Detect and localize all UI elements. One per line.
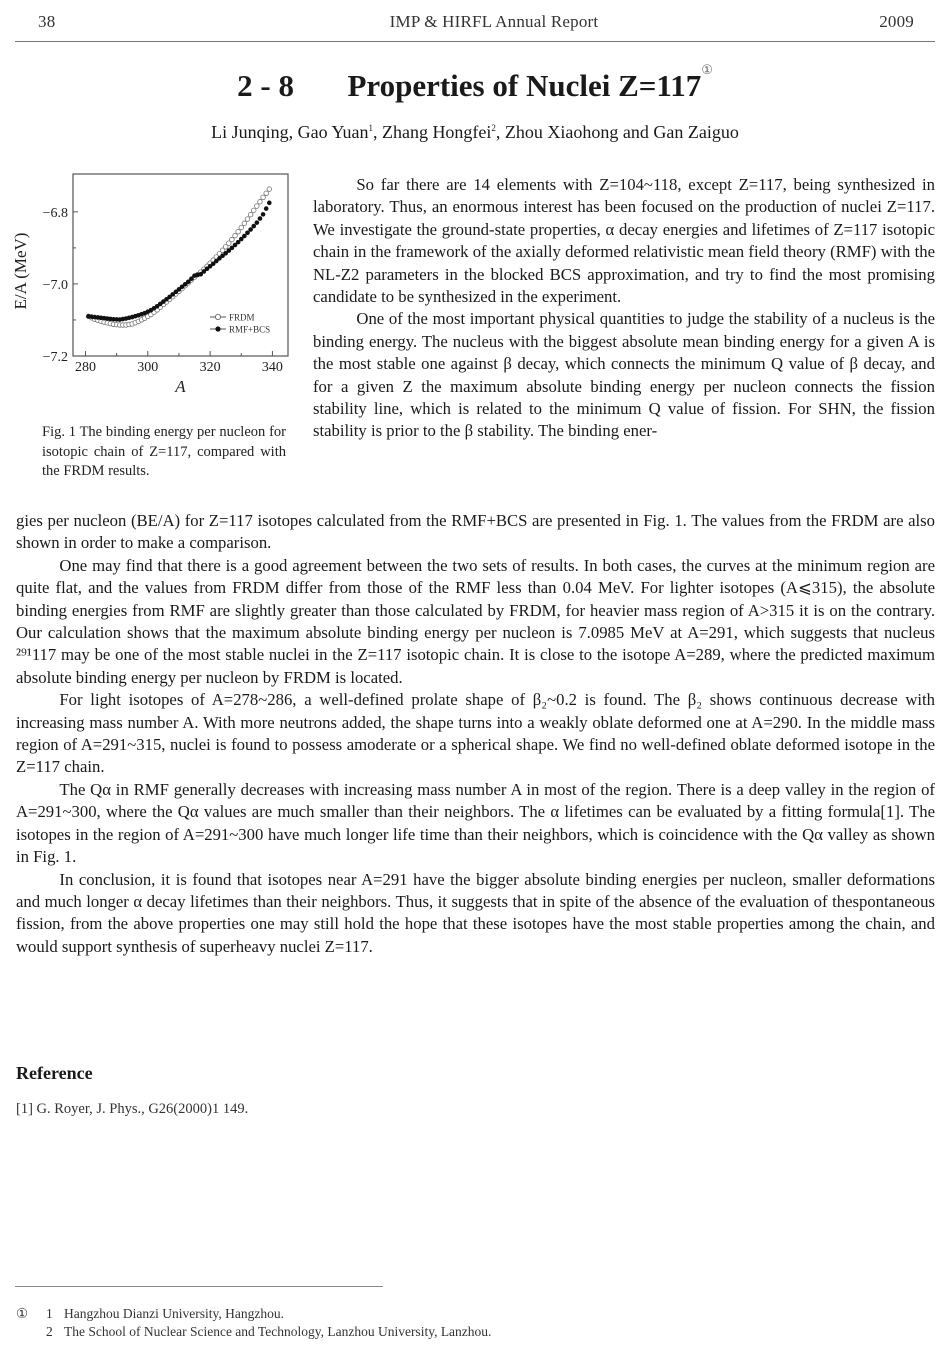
- author: Gao Yuan: [297, 122, 369, 142]
- legend-open-circle-icon: [215, 314, 220, 319]
- series-frdm: [86, 187, 271, 327]
- paragraph-q-alpha: The Qα in RMF generally decreases with increasing mass number A in most of the region. There is a deep valley in the region of A=291~300, where the Qα values are much smaller than their neighbors. The α lifetimes can be evaluated by a fitting formula[1]. The isotopes in the region of A=291~300 have much longer life time than their neighbors, which is coincidence with the Qα valley as shown in Fig. 1.: [16, 779, 935, 867]
- paragraph-comparison: One may find that there is a good agreement between the two sets of results. In both cases, the curves at the minimum region are quite flat, and the values from FRDM differ from those of the RMF less than 0.04 MeV. For lighter isotopes (A⩽315), the absolute binding energies from RMF are slightly greater than those calculated by FRDM, for heavier mass region of A>315 it is on the contrary. Our calculation shows that the maximum absolute binding energy per nucleon is 7.0985 MeV at A=291, which suggests that nucleus ²⁹¹117 may be one of the most stable nuclei in the Z=117 isotopic chain. It is close to the isotope A=289, where the predicted maximum absolute binding energy per nucleon by FRDM is located.: [16, 555, 935, 687]
- paragraph-deformation: For light isotopes of A=278~286, a well-defined prolate shape of β₂~0.2 is found. The β₂ shows continuous decrease with increasing mass number A. With more neutrons added, the shape turns into a weakly oblate deformed one at A=290. In the middle mass region of A=291~315, nuclei is found to possess amoderate or a spherical shape. We find no well-defined oblate deformed isotope in the Z=117 chain.: [16, 690, 935, 777]
- article-title: [0, 62, 950, 104]
- section-number: 2 - 8: [237, 68, 294, 103]
- paragraph-binding-energy-cont: gies per nucleon (BE/A) for Z=117 isotopes calculated from the RMF+BCS are presented in Fig. 1. The values from the FRDM are also shown in order to make a comparison.: [16, 511, 935, 553]
- paragraph-intro: So far there are 14 elements with Z=104~118, except Z=117, being synthesized in laboratory. Thus, an enormous interest has been focused on the production of nuclei Z=117. We investigate the ground-state properties, α decay energies and lifetimes of Z=117 isotopic chain in the framework of the axially deformed relativistic mean field theory (RMF) with the NL-Z2 parameters in the blocked BCS approximation, and try to find the most promising candidate to be synthesized in the experiment.: [313, 175, 935, 307]
- x-axis-label: A: [175, 377, 186, 396]
- y-axis-label: E/A (MeV): [11, 232, 30, 310]
- journal-name: IMP & HIRFL Annual Report: [389, 12, 599, 31]
- author: Zhou Xiaohong and Gan Zaiguo: [504, 122, 739, 142]
- footnote-affiliation-1: Hangzhou Dianzi University, Hangzhou.: [64, 1306, 284, 1321]
- figure-caption: Fig. 1 The binding energy per nucleon for isotopic chain of Z=117, compared with the FRDM results.: [42, 424, 286, 480]
- x-tick-label: 280: [74, 360, 96, 375]
- x-tick-label: 340: [261, 360, 283, 375]
- reference-item: [1] G. Royer, J. Phys., G26(2000)1 149.: [16, 1101, 249, 1117]
- footnote-num: 2: [46, 1324, 53, 1339]
- author-list: Li Junqing, Gao Yuan$^1$, Zhang Hongfei$^2$, Zhou Xiaohong and Gan Zaiguo: [211, 122, 739, 142]
- report-year: 2009: [879, 12, 914, 31]
- legend-label-rmf-bcs: RMF+BCS: [229, 324, 271, 335]
- footnote-rule: [15, 1286, 383, 1287]
- binding-energy-plot: [10, 170, 300, 400]
- paragraph-binding-energy: One of the most important physical quantities to judge the stability of a nucleus is the binding energy. The nucleus with the biggest absolute mean binding energy for a given A is the most stable one against β decay, which connects the minimum Q value of β decay, and for a given Z the maximum absolute binding energy per nucleon connects the fission stability line, which is related to the minimum Q value of fission. For SHN, the fission stability is prior to the β stability. The binding ener-: [313, 309, 935, 441]
- figure-1-chart: [10, 170, 300, 400]
- paragraph-conclusion: In conclusion, it is found that isotopes near A=291 have the bigger absolute binding energies per nucleon, smaller deformations and much longer α decay lifetimes than their neighbors. Thus, it suggests that in spite of the absence of the evaluation of thespontaneous fission, from the above properties one may still hold the hope that these isotopes have the most stable properties among the chain, and would support synthesis of superheavy nuclei Z=117.: [16, 869, 935, 956]
- author: Zhang Hongfei: [381, 122, 492, 142]
- author: Li Junqing: [211, 122, 289, 142]
- affiliation-mark: 2: [491, 123, 496, 133]
- intro-column: [313, 174, 935, 443]
- legend-label-frdm: FRDM: [229, 312, 255, 323]
- main-text: [16, 510, 935, 958]
- footnote-affiliation-2: The School of Nuclear Science and Technology, Lanzhou University, Lanzhou.: [64, 1324, 492, 1339]
- title-text: Properties of Nuclei Z=117: [347, 68, 702, 103]
- footnote-mark: ①: [16, 1306, 29, 1321]
- affiliation-mark: 1: [368, 123, 373, 133]
- x-tick-label: 320: [199, 360, 221, 375]
- series-rmf-bcs: [86, 201, 271, 322]
- y-tick-label: −7.2: [42, 350, 68, 365]
- footnote-num: 1: [46, 1306, 53, 1321]
- title-footnote-mark: ①: [701, 62, 713, 77]
- y-tick-label: −7.0: [42, 277, 68, 293]
- header-rule: [15, 41, 935, 42]
- page-number: 38: [38, 12, 56, 31]
- x-tick-label: 300: [137, 360, 159, 375]
- y-tick-label: −6.8: [42, 205, 68, 221]
- reference-heading: Reference: [16, 1063, 93, 1083]
- legend-filled-circle-icon: [215, 326, 220, 331]
